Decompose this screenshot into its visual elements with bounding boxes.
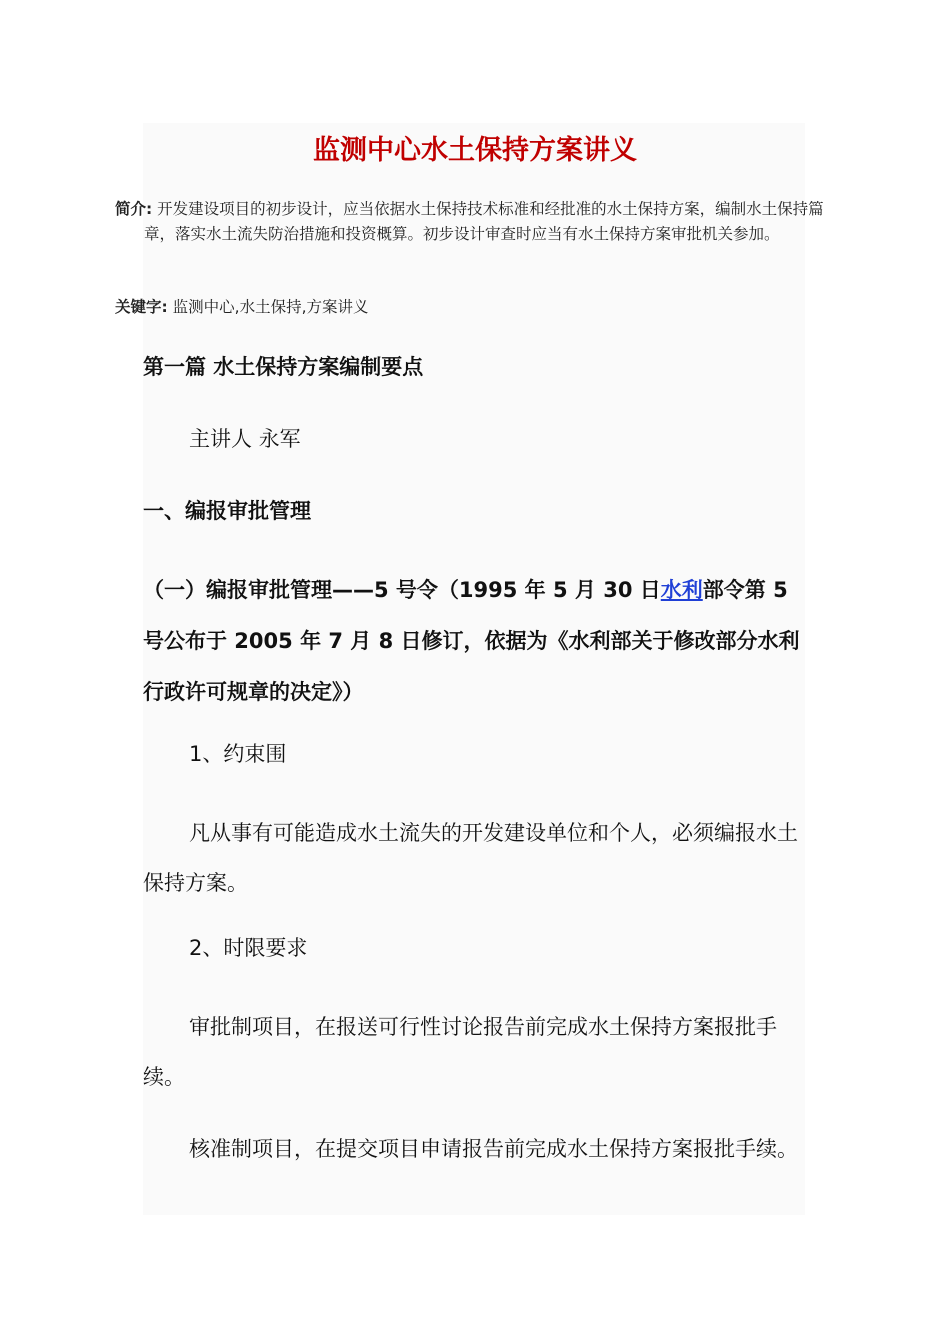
section-heading: 一、编报审批管理 (143, 499, 311, 523)
water-resources-link[interactable]: 水利 (660, 578, 703, 602)
summary-block (115, 197, 836, 246)
item-1-paragraph: 凡从事有可能造成水土流失的开发建设单位和个人，必须编报水土保持方案。 (143, 821, 798, 895)
keywords-label: 关键字: (115, 298, 168, 316)
speaker-line: 主讲人 永军 (189, 427, 301, 451)
subsection-prefix: （一）编报审批管理——5 号令（1995 年 5 月 30 日 (143, 578, 661, 602)
subsection-suffix: 部令第 5 号公布于 2005 年 7 月 8 日修订，依据为《水利部关于修改部分水利行政许可规章的决定》） (143, 578, 800, 704)
part-heading: 第一篇 水土保持方案编制要点 (143, 355, 424, 379)
item-2-heading: 2、时限要求 (189, 936, 308, 960)
keywords-text: 监测中心,水土保持,方案讲义 (172, 298, 369, 316)
summary-label: 简介: (115, 200, 153, 218)
document-title: 监测中心水土保持方案讲义 (313, 135, 637, 166)
keywords-block (115, 295, 369, 319)
item-2-paragraph-1: 审批制项目，在报送可行性讨论报告前完成水土保持方案报批手续。 (143, 1015, 777, 1089)
summary-text: 开发建设项目的初步设计，应当依据水土保持技术标准和经批准的水土保持方案，编制水土保持篇章，落实水土流失防治措施和投资概算。初步设计审查时应当有水土保持方案审批机关参加。 (144, 200, 824, 243)
subsection-heading (143, 565, 803, 718)
item-1-heading: 1、约束围 (189, 742, 287, 766)
item-2-paragraph-2: 核准制项目，在提交项目申请报告前完成水土保持方案报批手续。 (189, 1137, 798, 1161)
